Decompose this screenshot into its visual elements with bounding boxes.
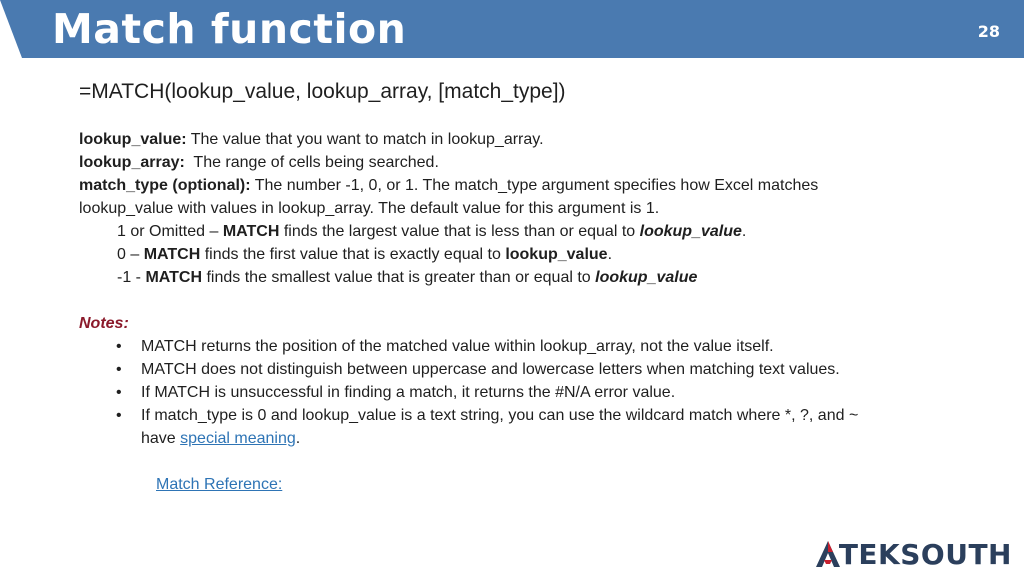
arg-lookup-value [79,128,979,151]
slide-number: 28 [977,22,1000,41]
arg-label: lookup_array: [79,154,185,171]
bullet-icon: • [116,361,122,378]
arg-lookup-array [79,151,979,174]
notes-list [79,335,979,450]
rule-text: finds the smallest value that is greater than or equal to [202,269,596,286]
rule-text: finds the first value that is exactly equal to [200,246,506,263]
special-meaning-link[interactable]: special meaning [180,430,296,447]
list-item: • If MATCH is unsuccessful in finding a match, it returns the #N/A error value. [79,381,979,404]
teksouth-a-logo-icon [815,540,841,568]
rule-prefix: 1 or Omitted – [117,223,223,240]
list-item: • MATCH returns the position of the matched value within lookup_array, not the value itself. [79,335,979,358]
rule-term: lookup_value [505,246,608,263]
arg-description: The number -1, 0, or 1. The match_type argument specifies how Excel matches [250,177,819,194]
logo-text: TEKSOUTH [838,537,1012,571]
rule-fn: MATCH [222,223,280,240]
bullet-icon: • [116,384,122,401]
bullet-icon: • [116,338,122,355]
match-reference-link[interactable]: Match Reference: [156,476,283,493]
rule-suffix: . [607,246,613,263]
rule-text: finds the largest value that is less than or equal to [279,223,640,240]
page-title: Match function [52,5,407,53]
match-syntax: =MATCH(lookup_value, lookup_array, [match_type]) [79,80,566,103]
teksouth-logo [815,536,1012,572]
list-item: • If match_type is 0 and lookup_value is a text string, you can use the wildcard match where *, ?, and ~ have special meaning. [79,404,979,450]
slide-content [79,78,979,496]
bullet-icon: • [116,407,122,424]
arg-label: match_type (optional): [79,177,251,194]
arg-description: The range of cells being searched. [184,154,439,171]
arg-label: lookup_value: [79,131,187,148]
rule-prefix: 0 – [117,246,144,263]
match-rule [79,266,979,289]
rule-term: lookup_value [595,269,698,286]
arg-match-type-cont: lookup_value with values in lookup_array. The default value for this argument is 1. [79,200,660,217]
rule-prefix: -1 - [117,269,146,286]
rule-fn: MATCH [143,246,201,263]
match-rule [79,243,979,266]
arg-match-type [79,174,979,197]
match-rule [79,220,979,243]
rule-fn: MATCH [145,269,203,286]
rule-term: lookup_value [639,223,742,240]
rule-suffix: . [741,223,747,240]
list-item: • MATCH does not distinguish between uppercase and lowercase letters when matching text values. [79,358,979,381]
title-banner [0,0,1024,58]
notes-heading: Notes: [79,315,129,332]
arg-description: The value that you want to match in lookup_array. [186,131,544,148]
